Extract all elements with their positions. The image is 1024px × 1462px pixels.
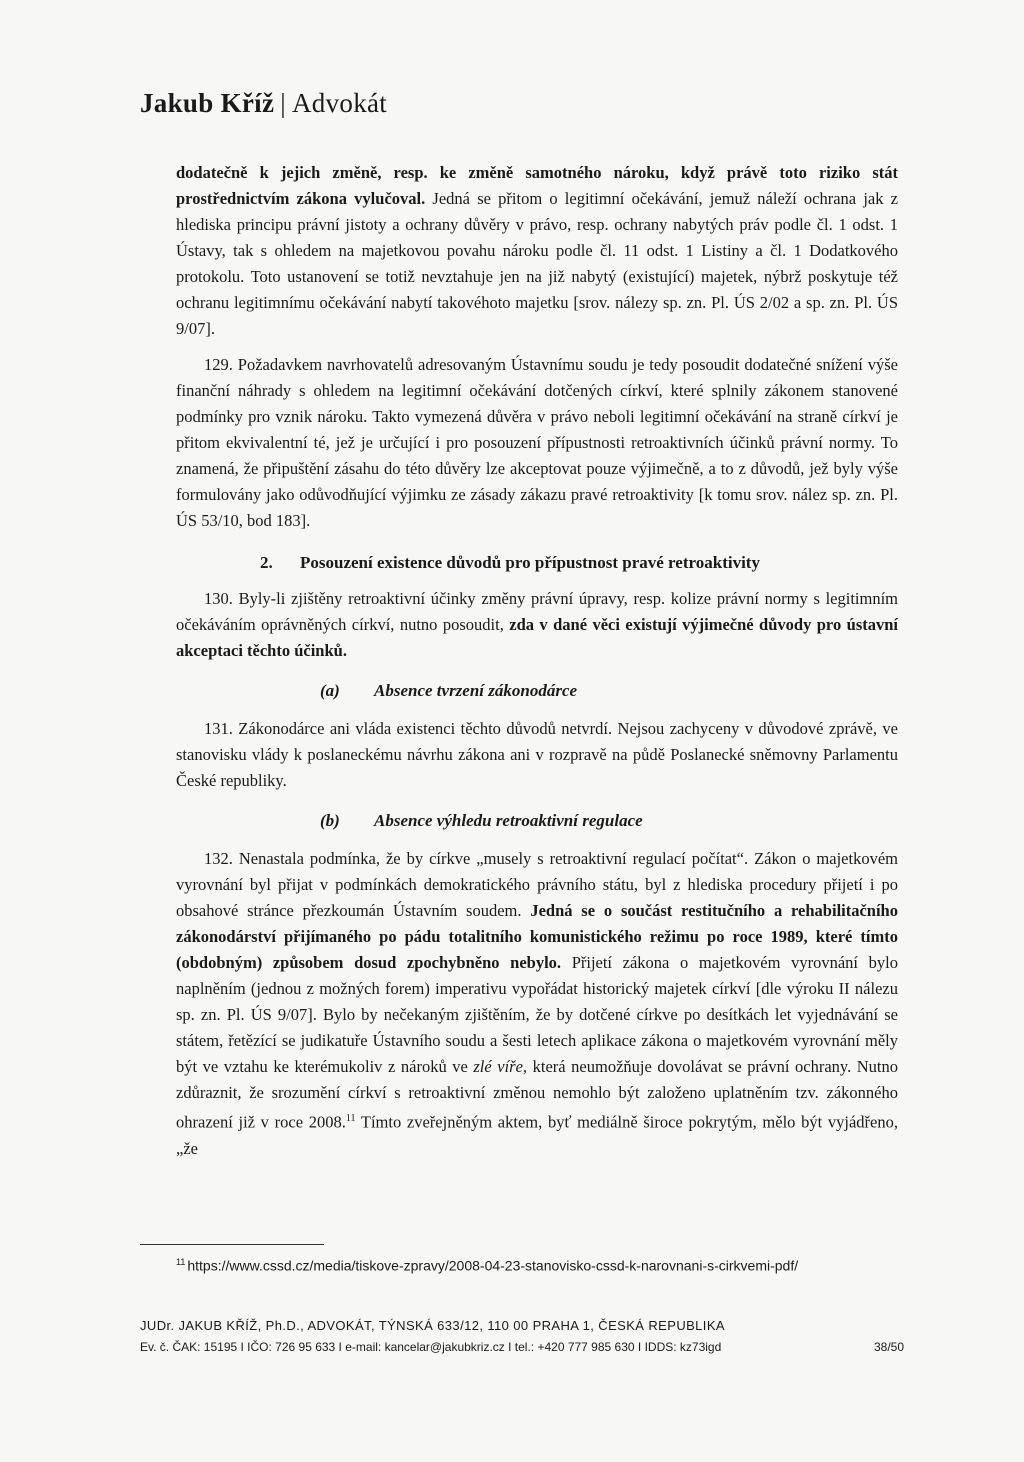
subsection-heading-b xyxy=(176,808,898,834)
footer-contact xyxy=(140,1340,904,1354)
footnote xyxy=(176,1252,898,1277)
paragraph-131 xyxy=(176,716,898,794)
continued-text: Jedná se přitom o legitimní očekávání, jemuž náleží ochrana jak z hlediska principu právní jistoty a ochrany důvěry v právo, resp. ochrany nabytých práv podle čl. 1 odst. 1 Ústavy, tak s ohledem na majetkovou povahu nároku podle čl. 11 odst. 1 Listiny a čl. 1 Dodatkového protokolu. Toto ustanovení se totiž nevztahuje jen na již nabytý (existující) majetek, nýbrž poskytuje též ochranu legitimnímu očekávání nabytí takovéhoto majetku [srov. nálezy sp. zn. Pl. ÚS 2/02 a sp. zn. Pl. ÚS 9/07]. xyxy=(176,189,898,338)
section-heading xyxy=(176,550,898,576)
letterhead xyxy=(140,88,387,119)
paragraph-130 xyxy=(176,586,898,664)
continued-paragraph xyxy=(176,160,898,342)
subsection-number: (a) xyxy=(320,681,340,700)
footnote-link[interactable]: https://www.cssd.cz/media/tiskove-zpravy/2008-04-23-stanovisko-cssd-k-narovnani-s-cirkvemi-pdf/ xyxy=(187,1257,799,1274)
subsection-title: Absence výhledu retroaktivní regulace xyxy=(374,811,643,830)
document-body xyxy=(176,160,898,1172)
paragraph-number: 129. xyxy=(204,355,233,374)
paragraph-number: 130. xyxy=(204,589,233,608)
paragraph-text-1: Nenastala podmínka, že by církve „musely s retroaktivní regulací počítat“. Zákon o majetkovém vyrovnání byl přijat v podmínkách demokratického právního státu, byl z hlediska procedury přijetí i po obsahové stránce přezkoumán Ústavním soudem. xyxy=(176,849,898,920)
section-number: 2. xyxy=(260,553,273,572)
paragraph-number: 132. xyxy=(204,849,233,868)
subsection-number: (b) xyxy=(320,811,340,830)
section-title: Posouzení existence důvodů pro přípustnost pravé retroaktivity xyxy=(300,553,760,572)
subsection-title: Absence tvrzení zákonodárce xyxy=(374,681,578,700)
author-name: Jakub Kříž xyxy=(140,88,275,118)
paragraph-132 xyxy=(176,846,898,1162)
paragraph-text-3: která neumožňuje dovolávat se právní ochrany. Nutno zdůraznit, že srozumění církví s retroaktivní změnou nemohlo být založeno uplatněním tzv. zákonného ohrazení již v roce 2008. xyxy=(176,1057,899,1132)
paragraph-text-2: Přijetí zákona o majetkovém vyrovnání bylo naplněním (jednou z možných forem) imperativu vypořádat historický majetek církví [dle výroku II nálezu sp. zn. Pl. ÚS 9/07]. Bylo by nečekaným zjištěním, že by dotčené církve po desítkách let vyjednávání se státem, řetězící se judikatuře Ústavního soudu a šesti letech aplikace zákona o majetkovém vyrovnání měly být ve vztahu ke kterémukoliv z nároků ve xyxy=(176,953,898,1076)
paragraph-text: Požadavkem navrhovatelů adresovaným Ústavnímu soudu je tedy posoudit dodatečné snížení výše finanční náhrady s ohledem na legitimní očekávání dotčených církví, které splnily zákonem stanovené podmínky pro vznik nároku. Takto vymezená důvěra v právo neboli legitimní očekávání na straně církví je přitom ekvivalentní té, jež je určující i pro posouzení přípustnosti retroaktivních účinků právní normy. To znamená, že připuštění zásahu do této důvěry lze akceptovat pouze výjimečně, a to z důvodů, jež byly výše formulovány jako odůvodňující výjimku ze zásady zákazu pravé retroaktivity [k tomu srov. nález sp. zn. Pl. ÚS 53/10, bod 183]. xyxy=(176,355,899,530)
paragraph-129 xyxy=(176,352,898,534)
page-number: 38/50 xyxy=(873,1340,904,1354)
footnote-number: 11 xyxy=(176,1257,186,1267)
paragraph-number: 131. xyxy=(204,719,233,738)
subsection-heading-a xyxy=(176,678,898,704)
paragraph-bold: Jedná se o součást restitučního a rehabilitačního zákonodárství přijímaného po pádu totalitního komunistického režimu po roce 1989, které tímto (obdobným) způsobem dosud zpochybněno nebylo. xyxy=(176,901,898,972)
continued-bold-lead: dodatečně k jejich změně, resp. ke změně samotného nároku, když právě toto riziko stát prostřednictvím zákona vylučoval. xyxy=(176,163,898,208)
paragraph-text: Zákonodárce ani vláda existenci těchto důvodů netvrdí. Nejsou zachyceny v důvodové zprávě, ve stanovisku vlády k poslaneckému návrhu zákona ani v rozpravě na půdě Poslanecké sněmovny Parlamentu České republiky. xyxy=(176,719,898,790)
footer-contact-details: Ev. č. ČAK: 15195 I IČO: 726 95 633 I e-mail: kancelar@jakubkriz.cz I tel.: +420 777 985 630 I IDDS: kz73igd xyxy=(140,1340,722,1354)
paragraph-text-4: Tímto zveřejněným aktem, byť mediálně široce pokrytým, mělo být vyjádřeno, „že xyxy=(176,1112,898,1158)
paragraph-text: Byly-li zjištěny retroaktivní účinky změny právní úpravy, resp. kolize právní normy s legitimním očekáváním oprávněných církví, nutno posoudit, xyxy=(176,589,899,634)
paragraph-italic: zlé víře, xyxy=(473,1057,528,1076)
footer-address: JUDr. JAKUB KŘÍŽ, Ph.D., ADVOKÁT, TÝNSKÁ 633/12, 110 00 PRAHA 1, ČESKÁ REPUBLIKA xyxy=(140,1318,725,1333)
paragraph-bold: zda v dané věci existují výjimečné důvody pro ústavní akceptaci těchto účinků. xyxy=(176,615,898,660)
header-separator: | xyxy=(280,88,286,118)
author-role: Advokát xyxy=(292,88,388,118)
footnote-divider xyxy=(140,1244,324,1245)
footnote-reference[interactable]: 11 xyxy=(345,1113,356,1124)
